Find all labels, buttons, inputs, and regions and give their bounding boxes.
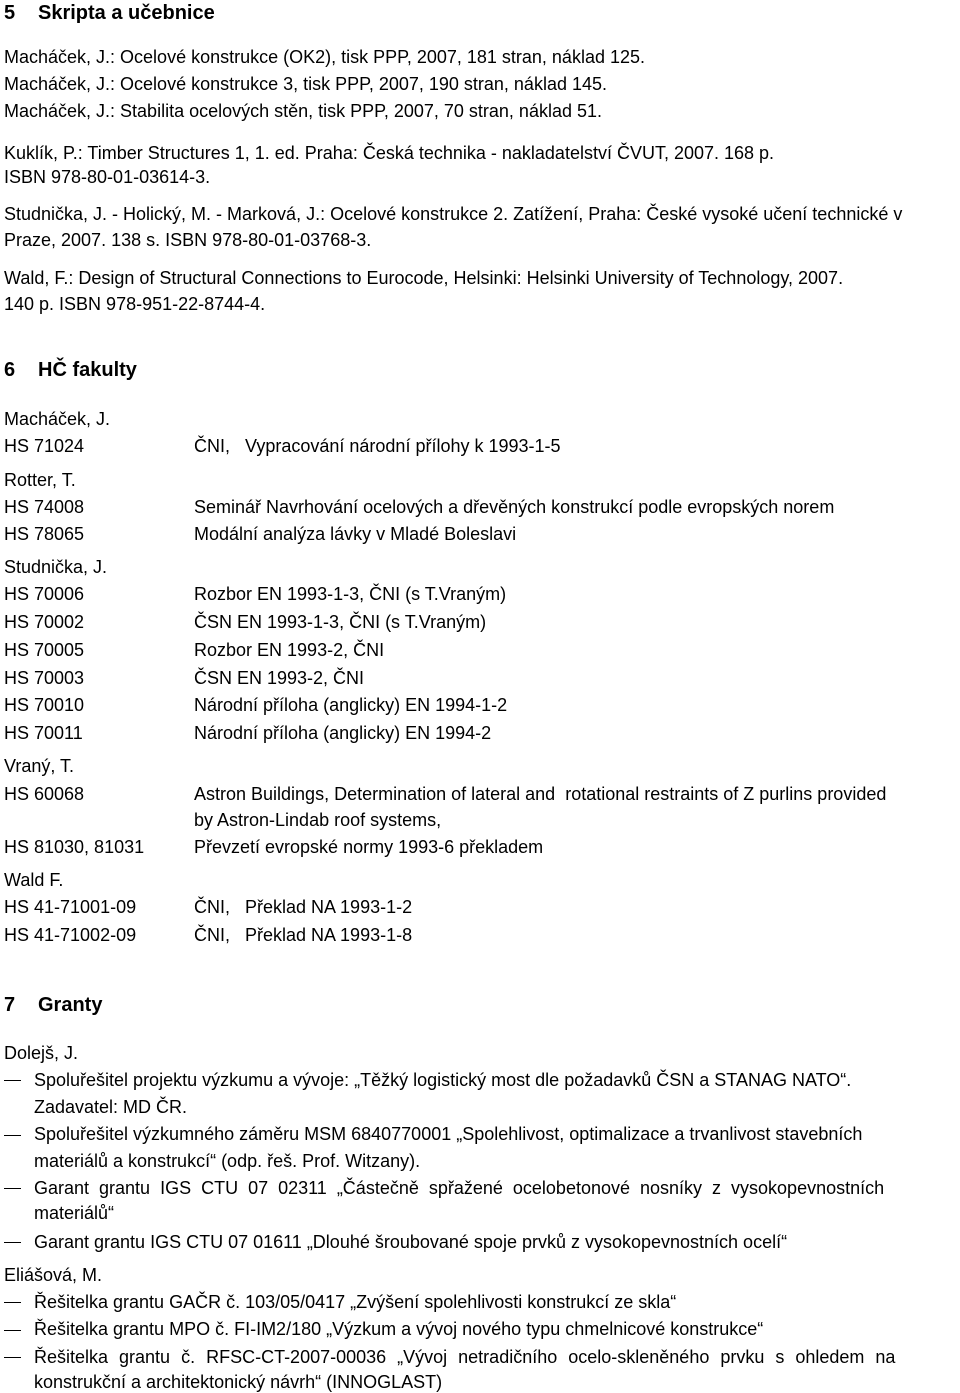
author-name: Dolejš, J. xyxy=(4,1043,79,1063)
grant-item-line: Spoluřešitel projektu výzkumu a vývoje: „Těžký logistický most dle požadavků ČSN a STANAG NATO“. xyxy=(34,1070,852,1090)
project-code: HS 70002 xyxy=(4,612,85,632)
section-5-heading xyxy=(4,1,215,25)
dash-bullet-icon xyxy=(4,1302,21,1303)
project-description: ČNI, Překlad NA 1993-1-8 xyxy=(194,925,413,945)
grant-item-line: materiálů“ xyxy=(34,1203,115,1223)
grant-item-line: Řešitelka grantu č. RFSC-CT-2007-00036 „Vývoj netradičního ocelo-skleněného prvku s ohledem na xyxy=(34,1347,896,1367)
reference-line: ISBN 978-80-01-03614-3. xyxy=(4,167,211,187)
grant-item-line: Spoluřešitel výzkumného záměru MSM 6840770001 „Spolehlivost, optimalizace a trvanlivost stavebních xyxy=(34,1124,863,1144)
author-name: Vraný, T. xyxy=(4,756,75,776)
project-code: HS 60068 xyxy=(4,784,85,804)
dash-bullet-icon xyxy=(4,1080,21,1081)
section-title: Granty xyxy=(38,994,103,1016)
author-name: Macháček, J. xyxy=(4,409,111,429)
project-code: HS 70011 xyxy=(4,723,83,743)
reference-line: Macháček, J.: Stabilita ocelových stěn, tisk PPP, 2007, 70 stran, náklad 51. xyxy=(4,101,602,121)
author-name: Rotter, T. xyxy=(4,470,76,490)
section-number: 7 xyxy=(4,994,16,1016)
grant-item-line: Zadavatel: MD ČR. xyxy=(34,1097,188,1117)
project-code: HS 81030, 81031 xyxy=(4,837,145,857)
author-name: Eliášová, M. xyxy=(4,1265,103,1285)
grant-item-line: Garant grantu IGS CTU 07 01611 „Dlouhé šroubované spoje prvků z vysokopevnostních ocelí“ xyxy=(34,1232,788,1252)
grant-item-line: Garant grantu IGS CTU 07 02311 „Částečně spřažené ocelobetonové nosníky z vysokopevnostních xyxy=(34,1178,885,1198)
reference-line: Macháček, J.: Ocelové konstrukce 3, tisk PPP, 2007, 190 stran, náklad 145. xyxy=(4,74,607,94)
dash-bullet-icon xyxy=(4,1330,21,1331)
section-title: Skripta a učebnice xyxy=(38,2,215,24)
section-title: HČ fakulty xyxy=(38,359,137,381)
project-description: Modální analýza lávky v Mladé Boleslavi xyxy=(194,524,517,544)
project-description: ČNI, Vypracování národní přílohy k 1993-1-5 xyxy=(194,436,561,456)
dash-bullet-icon xyxy=(4,1242,21,1243)
reference-line: Studnička, J. - Holický, M. - Marková, J.: Ocelové konstrukce 2. Zatížení, Praha: České vysoké učení technické v xyxy=(4,204,903,224)
project-description: Seminář Navrhování ocelových a dřevěných konstrukcí podle evropských norem xyxy=(194,497,835,517)
project-code: HS 41-71002-09 xyxy=(4,925,137,945)
reference-line: Wald, F.: Design of Structural Connections to Eurocode, Helsinki: Helsinki University of Technology, 2007. xyxy=(4,268,844,288)
dash-bullet-icon xyxy=(4,1188,21,1189)
project-description: Převzetí evropské normy 1993-6 překladem xyxy=(194,837,544,857)
project-code: HS 74008 xyxy=(4,497,85,517)
reference-line: Kuklík, P.: Timber Structures 1, 1. ed. Praha: Česká technika - nakladatelství ČVUT, 2007. 168 p. xyxy=(4,143,775,163)
reference-line: Praze, 2007. 138 s. ISBN 978-80-01-03768-3. xyxy=(4,230,372,250)
grant-item-line: Řešitelka grantu MPO č. FI-IM2/180 „Výzkum a vývoj nového typu chmelnicové konstrukce“ xyxy=(34,1319,764,1339)
section-number: 5 xyxy=(4,2,16,24)
project-description: Astron Buildings, Determination of lateral and rotational restraints of Z purlins provided xyxy=(194,784,887,804)
project-description: ČSN EN 1993-1-3, ČNI (s T.Vraným) xyxy=(194,612,487,632)
author-name: Wald F. xyxy=(4,870,64,890)
author-name: Studnička, J. xyxy=(4,557,108,577)
section-6-heading xyxy=(4,358,137,382)
reference-line: Macháček, J.: Ocelové konstrukce (OK2), tisk PPP, 2007, 181 stran, náklad 125. xyxy=(4,47,645,67)
grant-item-line: Řešitelka grantu GAČR č. 103/05/0417 „Zvýšení spolehlivosti konstrukcí ze skla“ xyxy=(34,1292,677,1312)
project-description: ČNI, Překlad NA 1993-1-2 xyxy=(194,897,413,917)
project-description-continued: by Astron-Lindab roof systems, xyxy=(194,810,442,830)
project-code: HS 70003 xyxy=(4,668,85,688)
project-code: HS 70005 xyxy=(4,640,85,660)
dash-bullet-icon xyxy=(4,1135,21,1136)
project-description: Rozbor EN 1993-1-3, ČNI (s T.Vraným) xyxy=(194,584,507,604)
project-description: Národní příloha (anglicky) EN 1994-2 xyxy=(194,723,492,743)
project-code: HS 70010 xyxy=(4,695,85,715)
reference-line: 140 p. ISBN 978-951-22-8744-4. xyxy=(4,294,266,314)
dash-bullet-icon xyxy=(4,1357,21,1358)
project-description: Rozbor EN 1993-2, ČNI xyxy=(194,640,385,660)
project-code: HS 71024 xyxy=(4,436,85,456)
project-description: Národní příloha (anglicky) EN 1994-1-2 xyxy=(194,695,508,715)
section-7-heading xyxy=(4,993,102,1017)
project-code: HS 41-71001-09 xyxy=(4,897,137,917)
project-code: HS 70006 xyxy=(4,584,85,604)
grant-item-line: materiálů a konstrukcí“ (odp. řeš. Prof. Witzany). xyxy=(34,1151,421,1171)
section-number: 6 xyxy=(4,359,16,381)
project-description: ČSN EN 1993-2, ČNI xyxy=(194,668,365,688)
project-code: HS 78065 xyxy=(4,524,85,544)
grant-item-line: konstrukční a architektonický návrh“ (INNOGLAST) xyxy=(34,1372,443,1392)
